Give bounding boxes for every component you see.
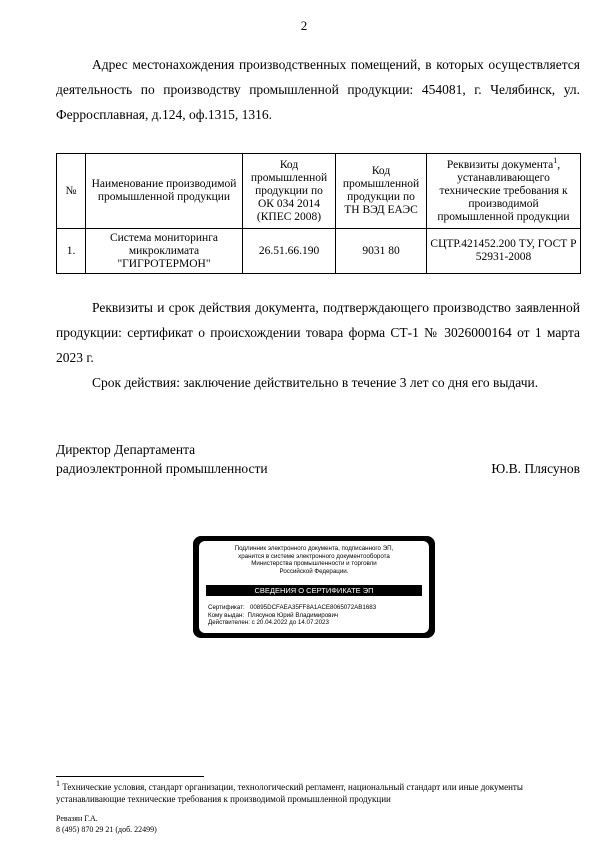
- stamp-line1: Подлинник электронного документа, подписанного ЭП,: [234, 545, 394, 552]
- stamp-details: [208, 604, 423, 627]
- header-tnved: Код промышленной продукции по ТН ВЭД ЕАЭС: [336, 154, 427, 229]
- header-okpd: Код промышленной продукции по ОК 034 2014 (КПЕС 2008): [243, 154, 336, 229]
- cell-name: Система мониторинга микроклимата "ГИГРОТЕРМОН": [86, 229, 243, 274]
- stamp-notice: [199, 545, 429, 575]
- table-row: [57, 229, 581, 274]
- footnote-mark: 1: [553, 155, 558, 165]
- signatory-title-line1: Директор Департамента: [56, 442, 196, 457]
- cell-requisites: СЦТР.421452.200 ТУ, ГОСТ Р 52931-2008: [427, 229, 581, 274]
- header-name: Наименование производимой промышленной продукции: [86, 154, 243, 229]
- e-signature-stamp: [193, 536, 435, 638]
- certificate-paragraph: Реквизиты и срок действия документа, подтверждающего производство заявленной продукции: сертификат о происхождении товара форма СТ-1 № 3026000164 от 1 марта 2023 г.: [56, 300, 580, 365]
- cell-num: 1.: [57, 229, 86, 274]
- executor-phone: 8 (495) 870 29 21 (доб. 22499): [56, 825, 157, 834]
- stamp-issued-to: Кому выдан: Плясунов Юрий Владимирович: [208, 611, 339, 619]
- page-number: 2: [300, 18, 308, 33]
- executor-name: Ревазян Г.А.: [56, 814, 98, 823]
- stamp-line3: Министерства промышленности и торговли: [251, 560, 377, 567]
- cell-okpd: 26.51.66.190: [243, 229, 336, 274]
- signatory-title-line2: радиоэлектронной промышленности: [56, 461, 268, 476]
- signature-block: [56, 440, 580, 478]
- footnote-divider: [56, 776, 204, 777]
- stamp-line4: Российской Федерации.: [279, 567, 349, 575]
- address-paragraph: Адрес местонахождения производственных помещений, в которых осуществляется деятельность по производству промышленной продукции: 454081, г. Челябинск, ул. Ферросплавная, д.124, оф.1315, 1316.: [56, 57, 580, 122]
- stamp-body: [199, 541, 429, 633]
- header-requisites-end: , устанавливающего технические требования к производимой промышленной продукции: [437, 158, 570, 223]
- table-header-row: [57, 154, 581, 229]
- products-table: [56, 153, 581, 274]
- header-requisites-start: Реквизиты документа: [446, 158, 554, 171]
- stamp-line2: хранится в системе электронного документооборота: [238, 552, 390, 560]
- signatory-name: Ю.В. Плясунов: [491, 461, 580, 476]
- header-num: №: [57, 154, 86, 229]
- cell-tnved: 9031 80: [336, 229, 427, 274]
- executor-info: [56, 813, 157, 835]
- footnote-number: 1: [56, 779, 60, 788]
- validity-paragraph: Срок действия: заключение действительно в течение 3 лет со дня его выдачи.: [92, 375, 539, 390]
- stamp-certificate: Сертификат: 00895DCFAEA35FF8A1ACE8065072AB1683: [208, 604, 377, 611]
- stamp-header: СВЕДЕНИЯ О СЕРТИФИКАТЕ ЭП: [206, 585, 422, 596]
- footnote: [56, 781, 580, 805]
- stamp-valid: Действителен: с 20.04.2022 до 14.07.2023: [208, 619, 329, 626]
- header-requisites: [427, 154, 581, 229]
- footnote-text: Технические условия, стандарт организации, технологический регламент, национальный стандарт или иные документы устанавливающие технические требования к производимой промышленной продукции: [56, 782, 523, 804]
